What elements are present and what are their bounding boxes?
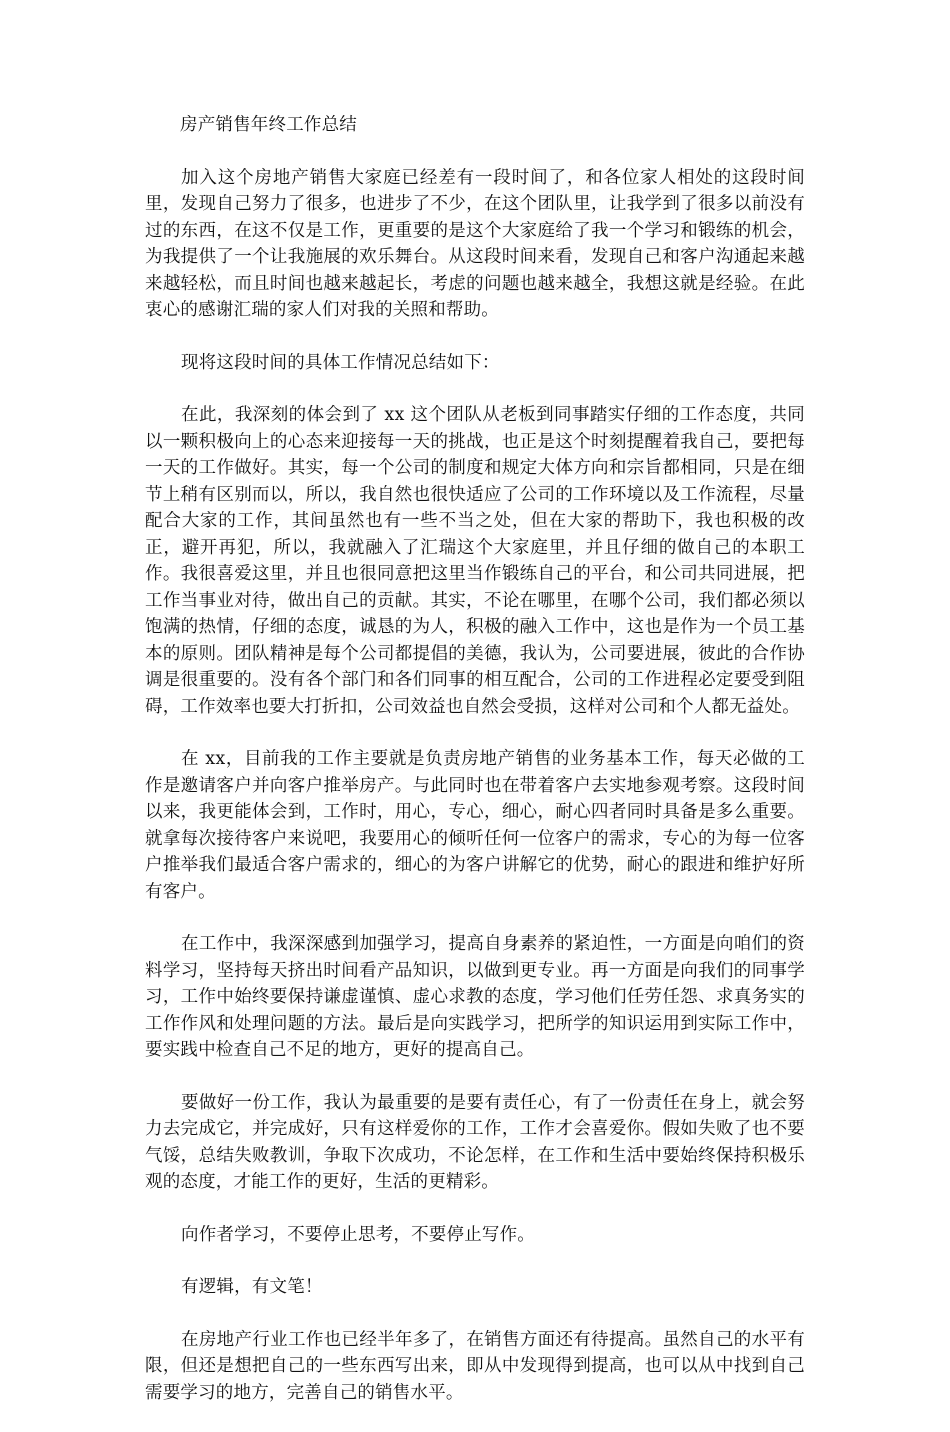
paragraph-summary-lead: 现将这段时间的具体工作情况总结如下： (181, 352, 500, 373)
paragraph-author-note: 向作者学习，不要停止思考，不要停止写作。 (181, 1224, 535, 1245)
paragraph-learning: 在工作中，我深深感到加强学习，提高自身素养的紧迫性，一方面是向咱们的资料学习，坚持每天挤出时间看产品知识，以做到更专业。再一方面是向我们的同事学习，工作中始终要保持谦虚谨慎、虚心求教的态度，学习他们任劳任怨、求真务实的工作作风和处理问题的方法。最后是向实践学习，把所学的知识运用到实际工作中，要实践中检查自己不足的地方，更好的提高自己。 (145, 934, 805, 1060)
document-title: 房产销售年终工作总结 (180, 115, 357, 135)
paragraph-logic-note: 有逻辑，有文笔！ (181, 1277, 323, 1297)
paragraph-current-work: 在 xx，目前我的工作主要就是负责房地产销售的业务基本工作，每天必做的工作是邀请客户并向客户推举房产。与此同时也在带着客户去实地参观考察。这段时间以来，我更能体会到，工作时，用心，专心，细心，耐心四者同时具备是多么重要。就拿每次接待客户来说吧，我要用心的倾听任何一位客户的需求，专心的为每一位客户推举我们最适合客户需求的，细心的为客户讲解它的优势，耐心的跟进和维护好所有客户。 (145, 749, 805, 902)
paragraph-team-attitude: 在此，我深刻的体会到了 xx 这个团队从老板到同事踏实仔细的工作态度，共同以一颗积极向上的心态来迎接每一天的挑战，也正是这个时刻提醒着我自己，要把每一天的工作做好。其实，每一个公司的制度和规定大体方向和宗旨都相同，只是在细节上稍有区别而以，所以，我自然也很快适应了公司的工作环境以及工作流程，尽量配合大家的工作，其间虽然也有一些不当之处，但在大家的帮助下，我也积极的改正，避开再犯，所以，我就融入了汇瑞这个大家庭里，并且仔细的做自己的本职工作。我很喜爱这里，并且也很同意把这里当作锻练自己的平台，和公司共同进展，把工作当事业对待，做出自己的贡献。其实，不论在哪里，在哪个公司，我们都必须以饱满的热情，仔细的态度，诚恳的为人，积极的融入工作中，这也是作为一个员工基本的原则。团队精神是每个公司都提倡的美德，我认为，公司要进展，彼此的合作协调是很重要的。没有各个部门和各们同事的相互配合，公司的工作进程必定要受到阻碍，工作效率也要大打折扣，公司效益也自然会受损，这样对公司和个人都无益处。 (145, 405, 805, 717)
paragraph-conclusion: 在房地产行业工作也已经半年多了，在销售方面还有待提高。虽然自己的水平有限，但还是想把自己的一些东西写出来，即从中发现得到提高，也可以从中找到自己需要学习的地方，完善自己的销售水平。 (145, 1329, 805, 1403)
paragraph-intro: 加入这个房地产销售大家庭已经差有一段时间了，和各位家人相处的这段时间里，发现自己努力了很多，也进步了不少，在这个团队里，让我学到了很多以前没有过的东西，在这不仅是工作，更重要的是这个大家庭给了我一个学习和锻练的机会，为我提供了一个让我施展的欢乐舞台。从这段时间来看，发现自己和客户沟通起来越来越轻松，而且时间也越来越起长，考虑的问题也越来越全，我想这就是经验。在此衷心的感谢汇瑞的家人们对我的关照和帮助。 (145, 167, 805, 320)
paragraph-responsibility: 要做好一份工作，我认为最重要的是要有责任心，有了一份责任在身上，就会努力去完成它，并完成好，只有这样爱你的工作，工作才会喜爱你。假如失败了也不要气馁，总结失败教训，争取下次成功，不论怎样，在工作和生活中要始终保持积极乐观的态度，才能工作的更好，生活的更精彩。 (145, 1092, 805, 1192)
document-body (145, 112, 805, 1432)
